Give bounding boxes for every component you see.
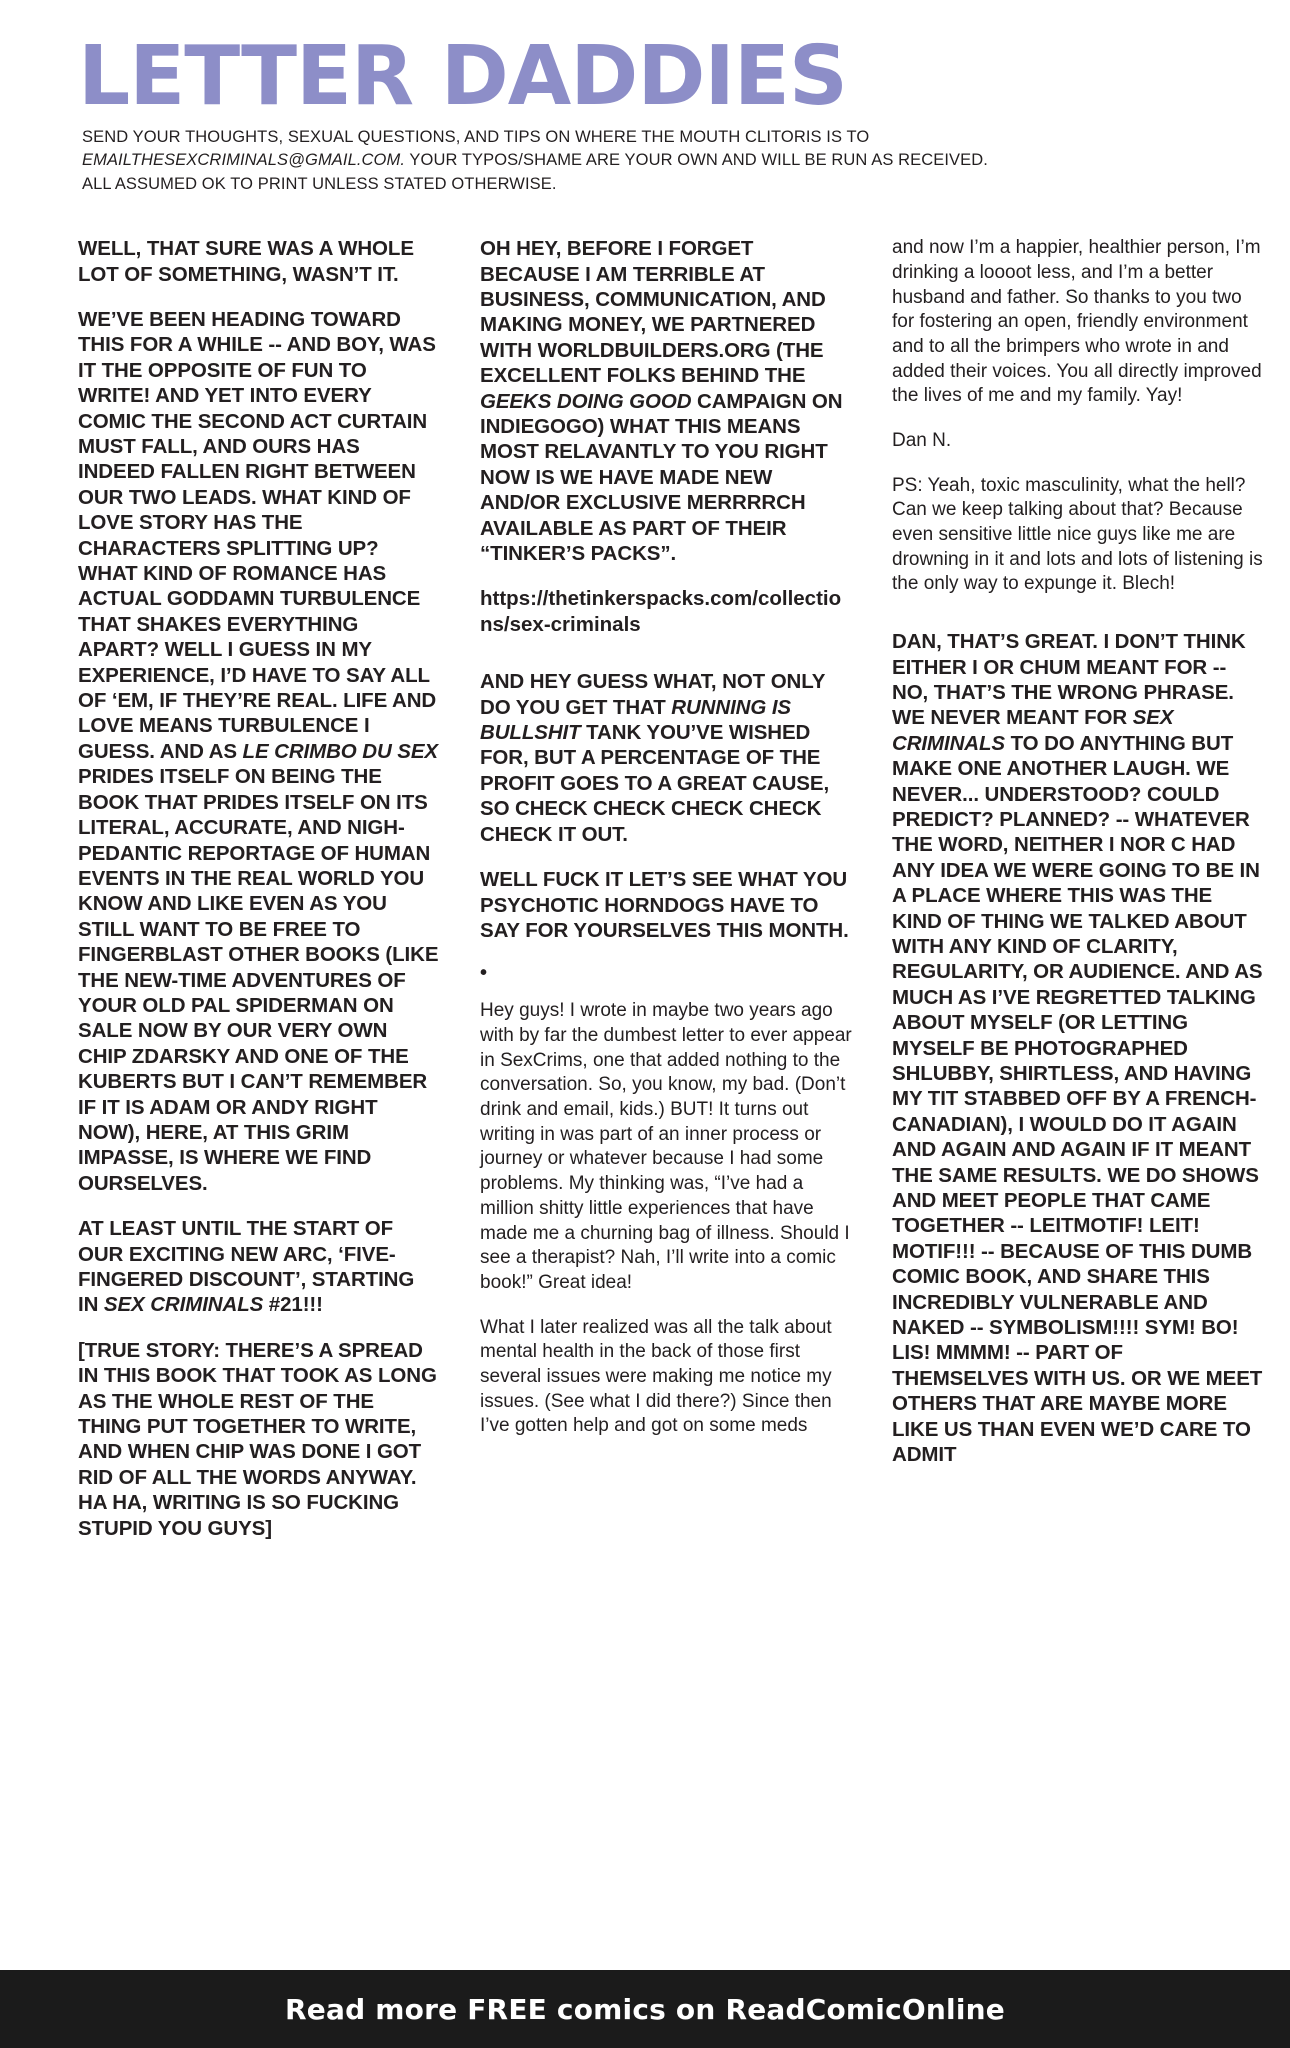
tinkers-packs-link[interactable]: https://thetinkerspacks.com/collections/sex-criminals [480,587,842,636]
left-p3-part-a: AT LEAST UNTIL THE START OF OUR EXCITING NEW ARC, ‘FIVE-FINGERED DISCOUNT’, STARTING IN [78,1217,415,1317]
reply-part-b: TO DO ANYTHING BUT MAKE ONE ANOTHER LAUGH. WE NEVER... UNDERSTOOD? COULD PREDICT? PLANNED? -- WHATEVER THE WORD, NEITHER I NOR C HAD ANY IDEA WE WERE GOING TO BE IN A PLACE WHERE THIS WAS THE KIND OF THING WE TALKED ABOUT WITH ANY KIND OF CLARITY, REGULARITY, OR AUDIENCE. AND AS MUCH AS I’VE REGRETTED TALKING ABOUT MYSELF (OR LETTING MYSELF BE PHOTOGRAPHED SHLUBBY, SHIRTLESS, AND HAVING MY TIT STABBED OFF BY A FRENCH-CANADIAN), I WOULD DO IT AGAIN AND AGAIN AND AGAIN IF IT MEANT THE SAME RESULTS. WE DO SHOWS AND MEET PEOPLE THAT CAME TOGETHER -- LEITMOTIF! LEIT! MOTIF!!! -- BECAUSE OF THIS DUMB COMIC BOOK, AND SHARE THIS INCREDIBLY VULNERABLE AND NAKED -- SYMBOLISM!!!! SYM! BO! LIS! MMMM! -- PART OF THEMSELVES WITH US. OR WE MEET OTHERS THAT ARE MAYBE MORE LIKE US THAN EVEN WE’D CARE TO ADMIT [892,731,1263,1467]
reader-letter-paragraph-3: and now I’m a happier, healthier person, I’m drinking a loooot less, and I’m a better husband and father. So thanks to you two for fostering an open, friendly environment and to all the brimpers who wrote in and added their voices. You all directly improved the lives of me and my family. Yay! [892,237,1262,407]
left-paragraph-3 [78,1216,440,1318]
subtitle-line-1: SEND YOUR THOUGHTS, SEXUAL QUESTIONS, AND TIPS ON WHERE THE MOUTH CLITORIS IS TO [82,127,870,146]
submission-email: EMAILTHESEXCRIMINALS@GMAIL.COM. [82,151,406,170]
left-paragraph-1: WELL, THAT SURE WAS A WHOLE LOT OF SOMETHING, WASN’T IT. [78,237,414,286]
mid-p2-part-b: TANK YOU’VE WISHED FOR, BUT A PERCENTAGE OF THE PROFIT GOES TO A GREAT CAUSE, SO CHECK CHECK CHECK CHECK CHECK IT OUT. [480,721,830,846]
left-paragraph-2 [78,307,440,1196]
left-p2-italic-title: LE CRIMBO DU SEX [242,739,438,763]
left-p3-italic-title: SEX CRIMINALS [103,1293,264,1317]
editor-reply [892,629,1264,1467]
mid-p1-part-b: CAMPAIGN ON INDIEGOGO) WHAT THIS MEANS MOST RELAVANTLY TO YOU RIGHT NOW IS WE HAVE MADE NEW AND/OR EXCLUSIVE MERRRRCH AVAILABLE AS PART OF THEIR “TINKER’S PACKS”. [480,389,843,566]
left-paragraph-4: [TRUE STORY: THERE’S A SPREAD IN THIS BOOK THAT TOOK AS LONG AS THE WHOLE REST OF THE THING PUT TOGETHER TO WRITE, AND WHEN CHIP WAS DONE I GOT RID OF ALL THE WORDS ANYWAY. HA HA, WRITING IS SO FUCKING STUPID YOU GUYS] [78,1338,437,1540]
mid-p2-italic-title: RUNNING IS BULLSHIT [480,695,791,745]
mid-p1-part-a: OH HEY, BEFORE I FORGET BECAUSE I AM TERRIBLE AT BUSINESS, COMMUNICATION, AND MAKING MONEY, WE PARTNERED WITH WORLDBUILDERS.ORG (THE EXCELLENT FOLKS BEHIND THE [480,237,826,388]
spacer [892,617,1264,629]
subtitle-line-2: YOUR TYPOS/SHAME ARE YOUR OWN AND WILL BE RUN AS RECEIVED. [405,151,988,170]
mid-p2-part-a: AND HEY GUESS WHAT, NOT ONLY DO YOU GET THAT [480,670,825,719]
column-left [78,236,440,1561]
section-bullet-divider: • [480,962,488,985]
footer-text: Read more FREE comics on ReadComicOnline [285,1992,1005,2026]
masthead [0,0,1290,196]
column-right [892,236,1264,1561]
reader-letter-postscript: PS: Yeah, toxic masculinity, what the hell? Can we keep talking about that? Because even sensitive little nice guys like me are drowning in it and lots and lots of listening is the only way to expunge it. Blech! [892,474,1263,595]
article-columns [0,196,1290,1561]
reader-letter-signature: Dan N. [892,429,952,451]
mid-paragraph-3: WELL FUCK IT LET’S SEE WHAT YOU PSYCHOTIC HORNDOGS HAVE TO SAY FOR YOURSELVES THIS MONTH. [480,868,849,942]
left-p2-part-a: WE’VE BEEN HEADING TOWARD THIS FOR A WHILE -- AND BOY, WAS IT THE OPPOSITE OF FUN TO WRITE! AND YET INTO EVERY COMIC THE SECOND ACT CURTAIN MUST FALL, AND OURS HAS INDEED FALLEN RIGHT BETWEEN OUR TWO LEADS. WHAT KIND OF LOVE STORY HAS THE CHARACTERS SPLITTING UP? WHAT KIND OF ROMANCE HAS ACTUAL GODDAMN TURBULENCE THAT SHAKES EVERYTHING APART? WELL I GUESS IN MY EXPERIENCE, I’D HAVE TO SAY ALL OF ‘EM, IF THEY’RE REAL. LIFE AND LOVE MEANS TURBULENCE I GUESS. AND AS [78,307,437,763]
reply-part-a: DAN, THAT’S GREAT. I DON’T THINK EITHER I OR CHUM MEANT FOR -- NO, THAT’S THE WRONG PHRASE. WE NEVER MEANT FOR [892,630,1246,730]
mid-paragraph-2 [480,669,852,847]
spacer [480,657,852,669]
mid-paragraph-1 [480,236,852,566]
reader-letter-paragraph-1: Hey guys! I wrote in maybe two years ago with by far the dumbest letter to ever appear in SexCrims, one that added nothing to the conversation. So, you know, my bad. (Don’t drink and email, kids.) BUT! It turns out writing in was part of an inner process or journey or whatever because I had some problems. My thinking was, “I’ve had a million shitty little experiences that have made me a churning bag of illness. Should I see a therapist? Nah, I’ll write into a comic book!” Great idea! [480,1000,852,1293]
reader-letter-paragraph-2: What I later realized was all the talk about mental health in the back of those first several issues were making me notice my issues. (See what I did there?) Since then I’ve gotten help and got on some meds [480,1316,832,1437]
page-title: LETTER DADDIES [78,29,847,124]
site-footer-banner[interactable] [0,1970,1290,2048]
subtitle-line-3: ALL ASSUMED OK TO PRINT UNLESS STATED OTHERWISE. [82,174,557,193]
reply-italic-title: SEX CRIMINALS [892,706,1174,755]
masthead-subtitle [82,126,1202,196]
left-p2-part-b: PRIDES ITSELF ON BEING THE BOOK THAT PRIDES ITSELF ON ITS LITERAL, ACCURATE, AND NIGH-PEDANTIC REPORTAGE OF HUMAN EVENTS IN THE REAL WORLD YOU KNOW AND LIKE EVEN AS YOU STILL WANT TO BE FREE TO FINGERBLAST OTHER BOOKS (LIKE THE NEW-TIME ADVENTURES OF YOUR OLD PAL SPIDERMAN ON SALE NOW BY OUR VERY OWN CHIP ZDARSKY AND ONE OF THE KUBERTS BUT I CAN’T REMEMBER IF IT IS ADAM OR ANDY RIGHT NOW), HERE, AT THIS GRIM IMPASSE, IS WHERE WE FIND OURSELVES. [78,765,439,1195]
left-p3-part-b: #21!!! [263,1293,323,1317]
column-middle [480,236,852,1561]
mid-p1-italic-title: GEEKS DOING GOOD [480,389,692,413]
